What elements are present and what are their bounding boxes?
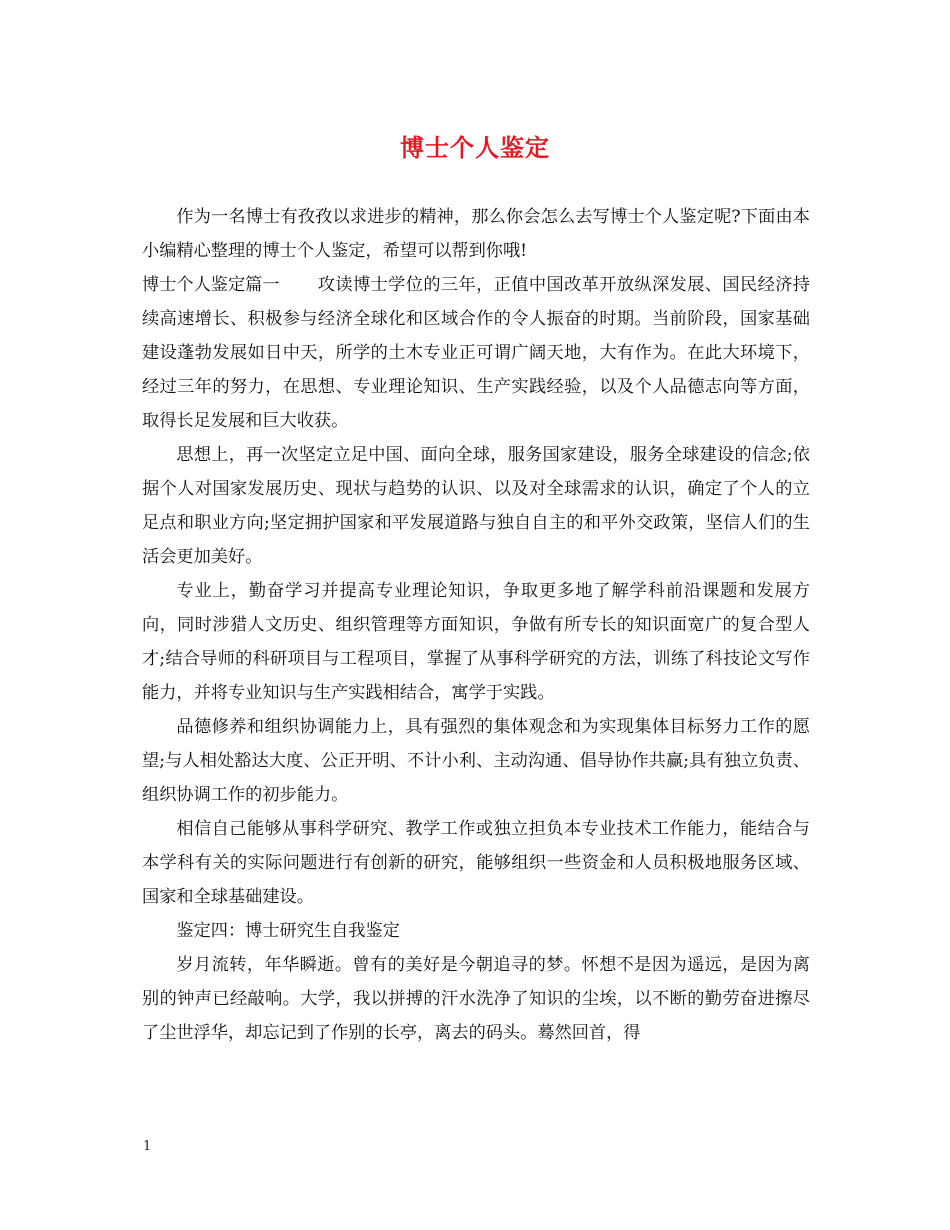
section-four-heading: 鉴定四：博士研究生自我鉴定 [176, 921, 400, 941]
section-one-heading: 博士个人鉴定篇一 [142, 275, 280, 295]
intro-paragraph: 作为一名博士有孜孜以求进步的精神，那么你会怎么去写博士个人鉴定呢?下面由本小编精心整理的博士个人鉴定，希望可以帮到你哦! [142, 207, 810, 261]
paragraph-time: 岁月流转，年华瞬逝。曾有的美好是今朝追寻的梦。怀想不是因为遥远，是因为离别的钟声已经敲响。大学，我以拼搏的汗水洗净了知识的尘埃，以不断的勤劳奋进擦尽了尘世浮华，却忘记到了作别的长亭，离去的码头。蓦然回首，得 [142, 955, 810, 1043]
paragraph-profession: 专业上，勤奋学习并提高专业理论知识，争取更多地了解学科前沿课题和发展方向，同时涉猎人文历史、组织管理等方面知识，争做有所专长的知识面宽广的复合型人才;结合导师的科研项目与工程项目，掌握了从事科学研究的方法，训练了科技论文写作能力，并将专业知识与生产实践相结合，寓学于实践。 [142, 581, 810, 703]
section-one-text: 攻读博士学位的三年，正值中国改革开放纵深发展、国民经济持续高速增长、积极参与经济全球化和区域合作的令人振奋的时期。当前阶段，国家基础建设蓬勃发展如日中天，所学的土木专业正可谓广阔天地，大有作为。在此大环境下，经过三年的努力，在思想、专业理论知识、生产实践经验，以及个人品德志向等方面，取得长足发展和巨大收获。 [142, 275, 810, 431]
document-body [142, 200, 810, 1050]
paragraph-character: 品德修养和组织协调能力上，具有强烈的集体观念和为实现集体目标努力工作的愿望;与人相处豁达大度、公正开明、不计小利、主动沟通、倡导协作共赢;具有独立负责、组织协调工作的初步能力。 [142, 717, 810, 805]
page-number: 1 [143, 1139, 152, 1154]
paragraph-thought: 思想上，再一次坚定立足中国、面向全球，服务国家建设，服务全球建设的信念;依据个人对国家发展历史、现状与趋势的认识、以及对全球需求的认识，确定了个人的立足点和职业方向;坚定拥护国家和平发展道路与独自自主的和平外交政策，坚信人们的生活会更加美好。 [142, 445, 810, 567]
document-title: 博士个人鉴定 [400, 133, 550, 162]
section-one-paragraph [142, 268, 810, 438]
paragraph-confidence: 相信自己能够从事科学研究、教学工作或独立担负本专业技术工作能力，能结合与本学科有关的实际问题进行有创新的研究，能够组织一些资金和人员积极地服务区域、国家和全球基础建设。 [142, 819, 810, 907]
